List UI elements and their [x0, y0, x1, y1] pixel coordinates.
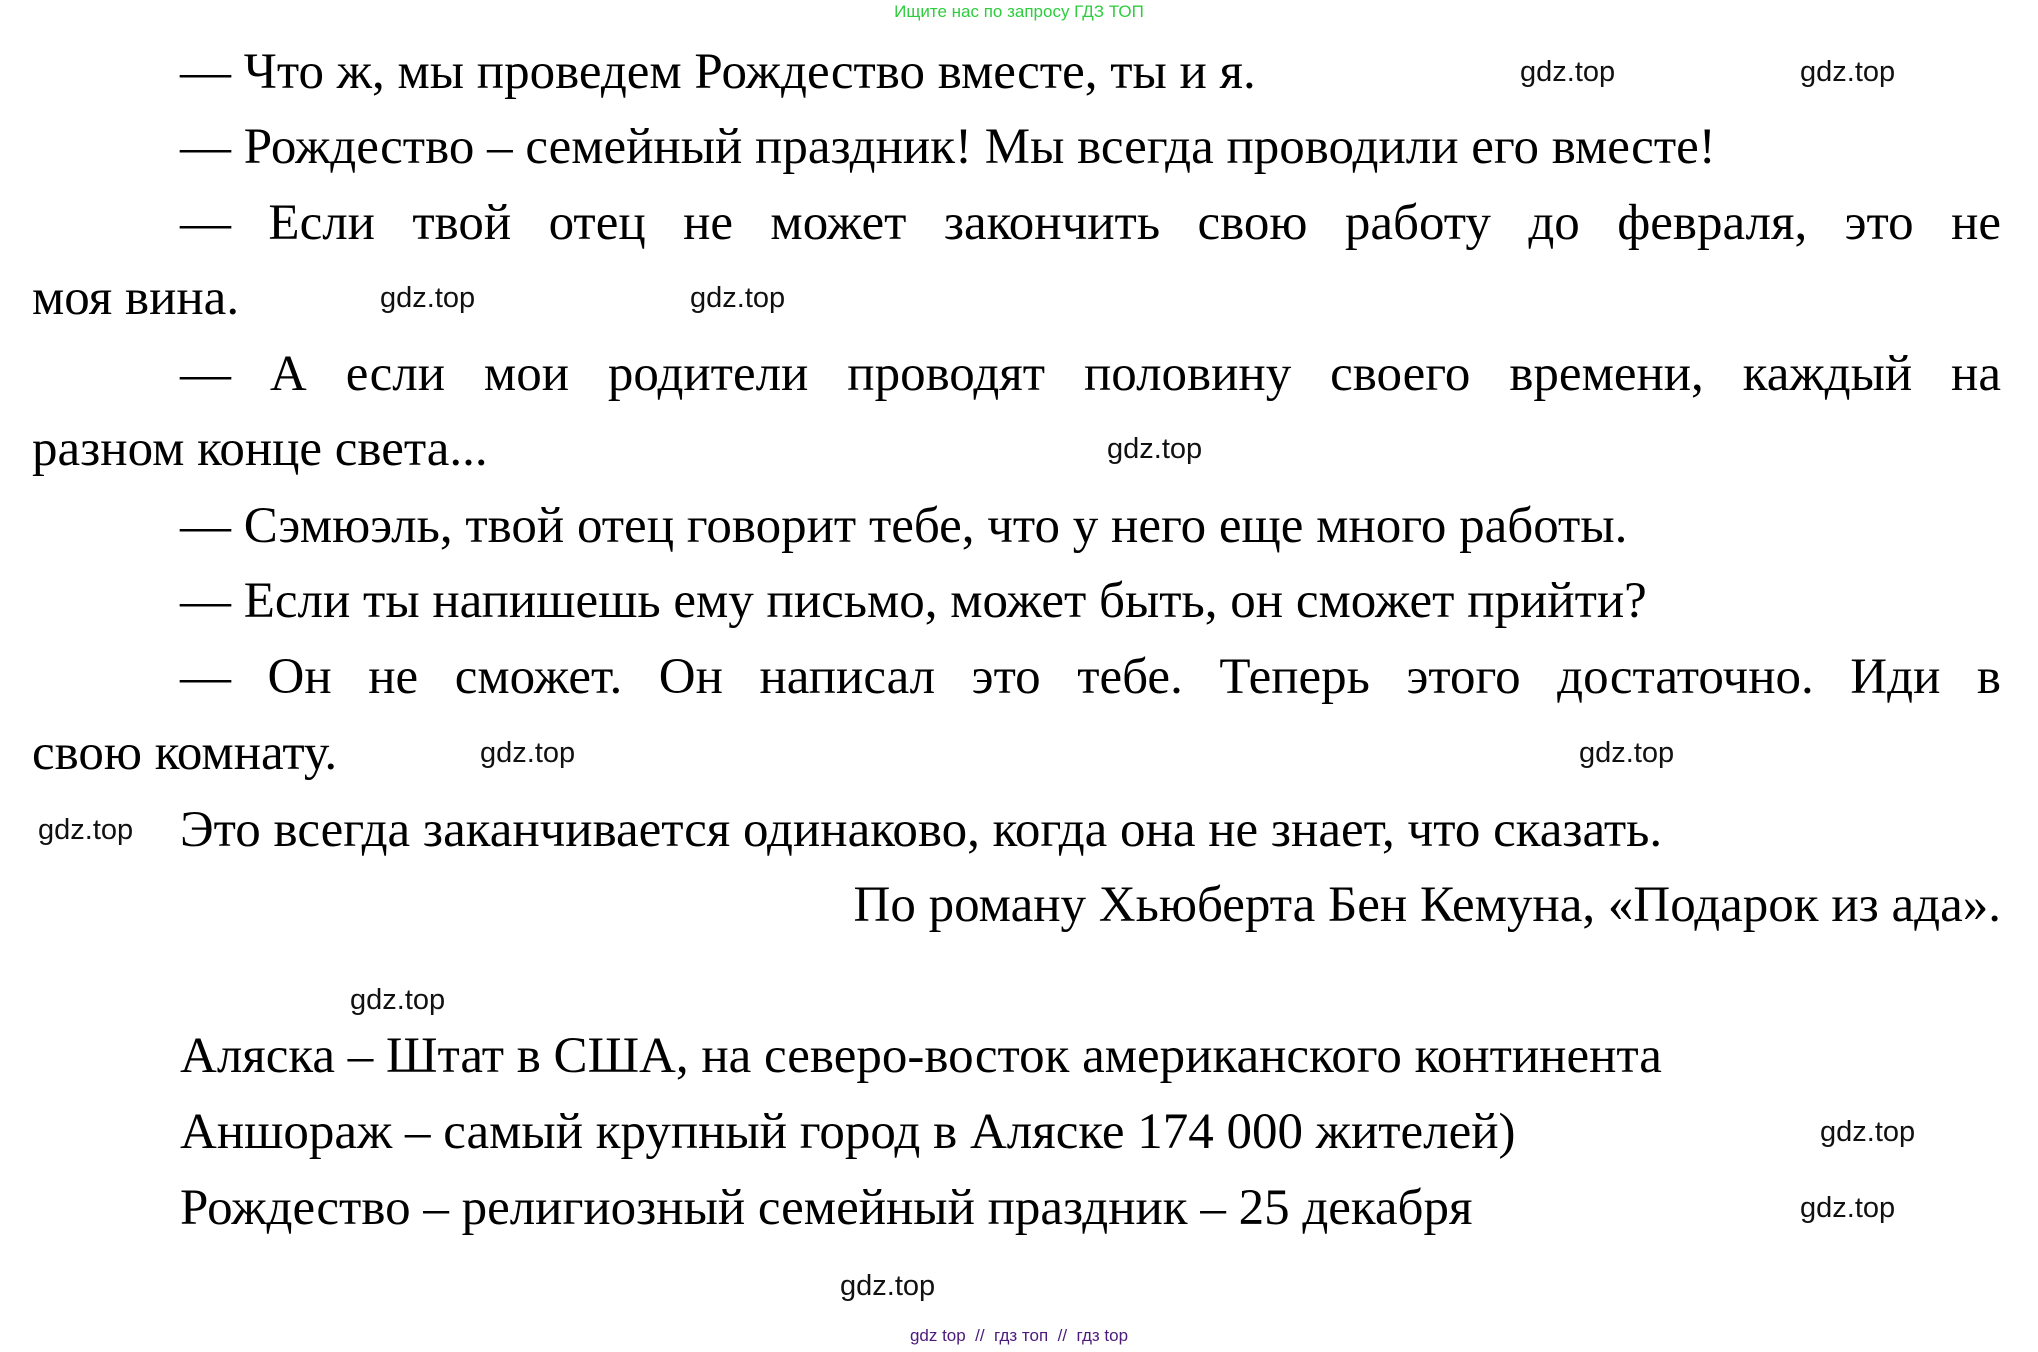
watermark: gdz.top	[380, 282, 476, 314]
text-line: — Он не сможет. Он написал это тебе. Теперь этого достаточно. Иди в	[180, 649, 2001, 705]
search-banner: Ищите нас по запросу ГДЗ ТОП	[894, 2, 1144, 21]
text-line: разном конце света...	[32, 421, 488, 477]
text-line: — Сэмюэль, твой отец говорит тебе, что у него еще много работы.	[180, 498, 1628, 554]
watermark: gdz.top	[38, 814, 134, 846]
watermark: gdz.top	[1579, 737, 1675, 769]
text-line: Это всегда заканчивается одинаково, когда она не знает, что сказать.	[180, 802, 1663, 858]
watermark: gdz.top	[480, 737, 576, 769]
text-line: — Если ты напишешь ему письмо, может быть, он сможет прийти?	[180, 573, 1647, 629]
watermark: gdz.top	[1800, 56, 1896, 88]
watermark: gdz.top	[1107, 433, 1203, 465]
watermark: gdz.top	[1820, 1116, 1916, 1148]
text-line: — Что ж, мы проведем Рождество вместе, ты и я.	[180, 44, 1256, 100]
watermark: gdz.top	[350, 984, 446, 1016]
text-line: — Рождество – семейный праздник! Мы всегда проводили его вместе!	[180, 119, 1716, 175]
source-attribution: По роману Хьюберта Бен Кемуна, «Подарок из ада».	[853, 877, 2001, 933]
watermark: gdz.top	[1800, 1192, 1896, 1224]
text-line: — Если твой отец не может закончить свою работу до февраля, это не	[180, 195, 2001, 251]
watermark: gdz.top	[1520, 56, 1616, 88]
glossary-line: Аляска – Штат в США, на северо-восток американского континента	[180, 1028, 1662, 1084]
glossary-line: Аншораж – самый крупный город в Аляске 174 000 жителей)	[180, 1104, 1516, 1160]
text-line: моя вина.	[32, 270, 240, 326]
footer-links: gdz top // гдз топ // гдз top	[909, 1326, 1129, 1345]
watermark: gdz.top	[690, 282, 786, 314]
glossary-line: Рождество – религиозный семейный праздник – 25 декабря	[180, 1180, 1473, 1236]
watermark: gdz.top	[840, 1270, 936, 1302]
text-line: свою комнату.	[32, 725, 338, 781]
text-line: — А если мои родители проводят половину своего времени, каждый на	[180, 346, 2001, 402]
